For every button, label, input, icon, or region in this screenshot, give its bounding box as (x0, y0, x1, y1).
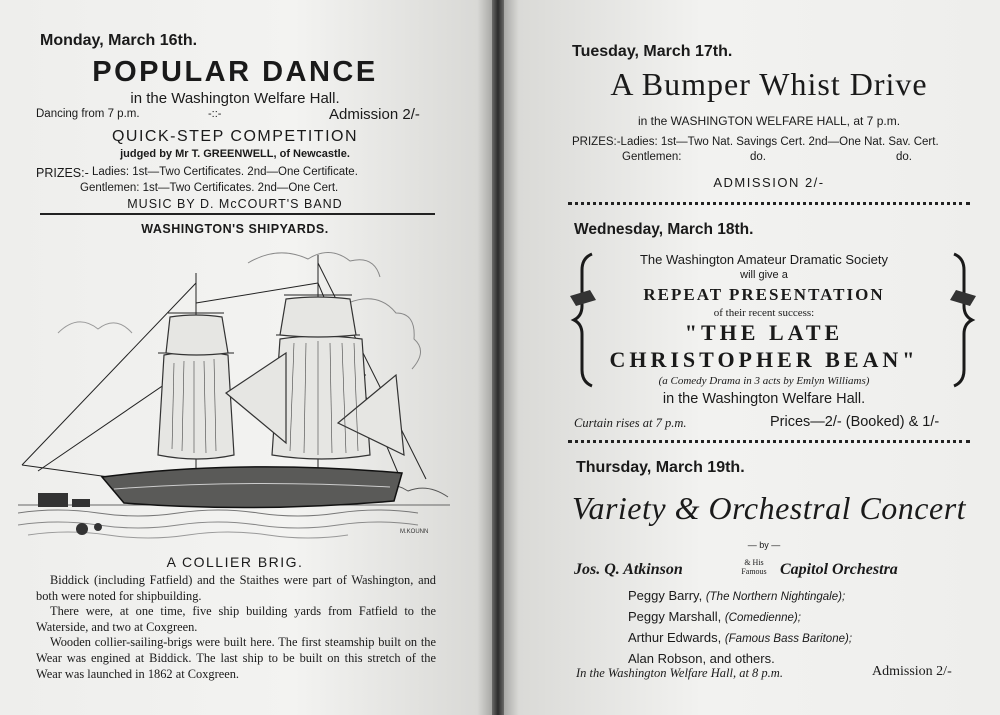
illustration-caption: A COLLIER BRIG. (166, 554, 304, 570)
drama-venue: in the Washington Welfare Hall. (662, 391, 866, 407)
conductor: Jos. Q. Atkinson (574, 561, 683, 578)
prizes-gentlemen: Gentlemen: 1st—Two Certificates. 2nd—One Cert. (80, 182, 339, 194)
whist-venue: in the WASHINGTON WELFARE HALL, at 7 p.m. (637, 114, 901, 128)
will-give: will give a (740, 269, 788, 281)
his-famous: & His Famous (741, 558, 767, 576)
performer-name: Peggy Barry, (628, 588, 703, 603)
collier-brig-illustration (18, 243, 450, 545)
ditto-mark: do. (896, 151, 912, 163)
list-item (628, 607, 852, 628)
whist-title: A Bumper Whist Drive (610, 66, 928, 102)
dotted-divider (568, 440, 970, 443)
list-item (628, 586, 852, 607)
competition-title: QUICK-STEP COMPETITION (111, 128, 359, 145)
paragraph: There were, at one time, five ship building yards from Fatfield to the Waterside, and two at Coxgreen. (36, 604, 436, 634)
band-credit: MUSIC BY D. McCOURT'S BAND (127, 197, 343, 211)
repeat-presentation: REPEAT PRESENTATION (643, 285, 885, 304)
dance-title: POPULAR DANCE (92, 56, 378, 88)
section-divider (40, 213, 435, 215)
orchestra: Capitol Orchestra (780, 561, 898, 578)
paragraph: Biddick (including Fatfield) and the Staithes were part of Washington, and both were noted for shipbuilding. (36, 573, 436, 603)
dance-time: Dancing from 7 p.m. (36, 108, 140, 120)
dance-admission: Admission 2/- (329, 106, 420, 123)
performer-note: (Comedienne); (724, 612, 801, 624)
recent-success: of their recent success: (713, 307, 815, 319)
performer-note: (Famous Bass Baritone); (724, 633, 853, 645)
dance-date: Monday, March 16th. (40, 32, 198, 49)
performer-list (628, 586, 852, 670)
prizes-ladies: Ladies: 1st—Two Certificates. 2nd—One Certificate. (92, 166, 358, 178)
whist-admission: ADMISSION 2/- (713, 175, 825, 190)
paragraph: Wooden collier-sailing-brigs were built here. The first steamship built on the Wear was engined at Biddick. The last ship to be built on this stretch of the Wear was launched in 1862 at Coxgreen. (36, 635, 436, 681)
play-title-line-1: "THE LATE (684, 320, 844, 345)
separator: -::- (208, 108, 222, 120)
curtain-time: Curtain rises at 7 p.m. (574, 416, 687, 430)
dotted-divider (568, 202, 970, 205)
dance-venue: in the Washington Welfare Hall. (130, 90, 340, 107)
concert-admission: Admission 2/- (872, 664, 952, 679)
whist-prizes-gentlemen: Gentlemen: (622, 151, 682, 163)
performer-note: (The Northern Nightingale); (705, 591, 846, 603)
illustration-signature: M.KOUNN (400, 529, 429, 535)
list-item (628, 628, 852, 649)
drama-prices: Prices—2/- (Booked) & 1/- (770, 414, 940, 430)
shipyards-text (36, 573, 436, 682)
ditto-mark: do. (750, 151, 766, 163)
shipyards-heading: WASHINGTON'S SHIPYARDS. (141, 222, 329, 236)
left-page (0, 0, 492, 715)
play-subtitle: (a Comedy Drama in 3 acts by Emlyn Williams) (658, 375, 870, 387)
binding-gutter (492, 0, 504, 715)
concert-by: — by — (747, 540, 781, 550)
play-title-line-2: CHRISTOPHER BEAN" (609, 347, 919, 372)
competition-judge: judged by Mr T. GREENWELL, of Newcastle. (120, 148, 350, 160)
concert-title: Variety & Orchestral Concert (571, 490, 967, 526)
drama-society: The Washington Amateur Dramatic Society (639, 252, 889, 267)
performer-name: Peggy Marshall, (628, 609, 722, 624)
drama-date: Wednesday, March 18th. (574, 221, 754, 238)
right-page (504, 0, 1000, 715)
whist-date: Tuesday, March 17th. (572, 43, 733, 60)
concert-date: Thursday, March 19th. (576, 459, 745, 476)
performer-name: Arthur Edwards, (628, 630, 722, 645)
prizes-label: PRIZES:- (36, 166, 89, 180)
whist-prizes-ladies: PRIZES:-Ladies: 1st—Two Nat. Savings Cert. 2nd—One Nat. Sav. Cert. (572, 136, 939, 148)
performer-name: Alan Robson, and others. (628, 651, 775, 666)
concert-venue-time: In the Washington Welfare Hall, at 8 p.m. (576, 666, 783, 680)
